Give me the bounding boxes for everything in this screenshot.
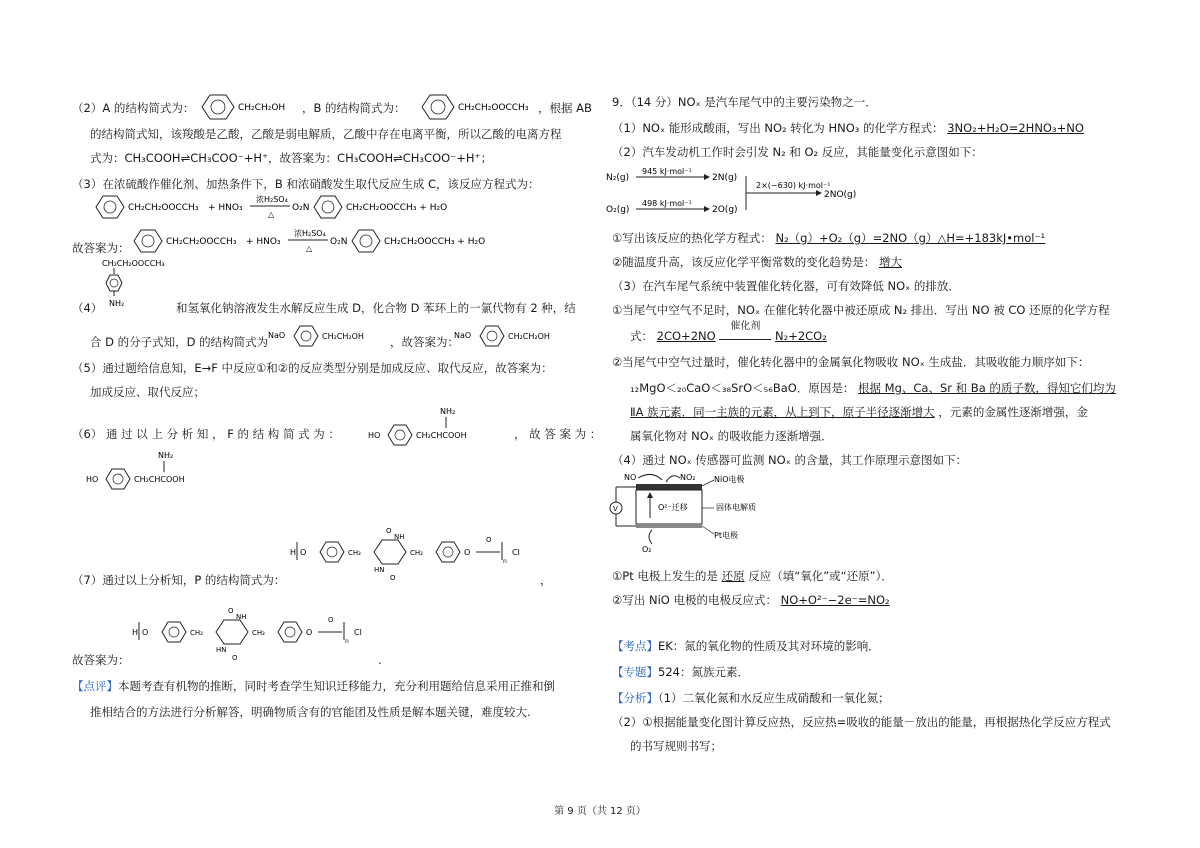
structure-p2-cl: Cl (354, 628, 362, 637)
structure-f1-group: CH₂CHCOOH (416, 431, 467, 440)
structure-c-nh2: NH₂ (109, 299, 125, 308)
reaction-equation-1 (90, 192, 550, 222)
part2-line2: 的结构简式知，该羧酸是乙酸，乙酸是弱电解质，乙酸中存在电离平衡，所以乙酸的电离方程 (90, 127, 562, 141)
structure-c-group: CH₂CH₂OOCCH₃ (102, 259, 165, 268)
rxn2-product: CH₂CH₂OOCCH₃ + H₂O (384, 237, 486, 247)
zhuanti-text: 524：氮族元素． (658, 665, 749, 679)
part4-label: （4） (72, 301, 103, 315)
q9-part3b-cont: ，元素的金属性逐渐增强，金 (938, 405, 1088, 419)
q9-part3b-line3 (630, 404, 1088, 420)
structure-p1-ch2-a: CH₂ (348, 549, 361, 557)
catalyst-arrow (719, 321, 771, 340)
structure-f1-ho: HO (368, 431, 381, 440)
part6-line1: （6） 通 过 以 上 分 析 知 ， F 的 结 构 简 式 为 ： (72, 427, 340, 441)
structure-b (414, 92, 544, 122)
sensor-no: NO (624, 473, 637, 482)
part3-line1: （3）在浓硫酸作催化剂、加热条件下，B 和浓硝酸发生取代反应生成 C，该反应方程式为： (72, 177, 540, 191)
q9-part3a-line1: ①当尾气中空气不足时，NOₓ 在催化转化器中被还原成 N₂ 排出．写出 NO 被 CO 还原的化学方程 (612, 303, 1110, 317)
zhuanti-line (612, 664, 749, 680)
kaodian-tag: 【考点】 (612, 639, 658, 653)
q9-part2b-answer: 增大 (878, 255, 902, 269)
structure-p1-o2: O (464, 548, 471, 557)
part2-line3: 式为：CH₃COOH⇌CH₃COO⁻+H⁺，故答案为：CH₃COOH⇌CH₃COO⁻+H⁺； (90, 151, 493, 165)
q9-part3b-answer2: ⅡA 族元素．同一主族的元素，从上到下，原子半径逐渐增大 (630, 405, 935, 419)
structure-p1-cl: Cl (512, 548, 520, 557)
diagram-2no: 2NO(g) (824, 190, 857, 200)
structure-d-2 (454, 322, 584, 350)
structure-d1-nao: NaO (268, 331, 286, 340)
part5-line1: （5）通过题给信息知，E→F 中反应①和②的反应类型分别是加成反应、取代反应，故答案为： (72, 361, 553, 375)
rxn2-cond-top: 浓H₂SO₄ (294, 229, 326, 238)
fenxi-line2: （2）①根据能量变化图计算反应热，反应热=吸收的能量－放出的能量，再根据热化学反应方程式 (612, 715, 1111, 729)
rxn1-cond-top: 浓H₂SO₄ (256, 195, 288, 204)
structure-p2-ketone-top: O (228, 607, 234, 615)
dianping-line1 (72, 678, 555, 694)
rxn2-o2n: O₂N (330, 237, 348, 247)
diagram-energy-2: 498 kJ·mol⁻¹ (642, 199, 692, 208)
q9-part2: （2）汽车发动机工作时会引发 N₂ 和 O₂ 反应，其能量变化示意图如下： (612, 145, 983, 159)
structure-a-group: CH₂CH₂OH (238, 103, 286, 113)
sensor-voltmeter: V (613, 505, 618, 513)
q9-part3b-line1: ②当尾气中空气过量时，催化转化器中的金属氧化物吸收 NOₓ 生成盐．其吸收能力顺序如下： (612, 355, 1090, 369)
structure-p1-nh: NH (394, 533, 405, 541)
structure-f2-nh2: NH₂ (158, 451, 174, 460)
kaodian-text: EK：氮的氧化物的性质及其对环境的影响． (658, 639, 880, 653)
part6-answer-label: ， 故 答 案 为 ： (514, 427, 602, 441)
structure-a (190, 92, 286, 122)
q9-part4: （4）通过 NOₓ 传感器可监测 NOₓ 的含量，其工作原理示意图如下： (612, 453, 967, 467)
sensor-solid-label: 固体电解质 (716, 503, 756, 512)
diagram-n2: N₂(g) (606, 173, 630, 183)
q9-part3b-order: ₁₂MgO＜₂₀CaO＜₃₈SrO＜₅₆BaO．原因是： (630, 381, 855, 395)
sensor-pt-label: Pt电极 (714, 531, 738, 540)
structure-d2-nao: NaO (454, 331, 472, 340)
structure-f1-nh2: NH₂ (440, 407, 456, 416)
diagram-2o: 2O(g) (712, 205, 738, 215)
part7-comma: ， (540, 573, 552, 587)
dianping-line2: 推相结合的方法进行分析解答，明确物质含有的官能团及性质是解本题关键，难度较大. (90, 705, 531, 719)
q9-part1-text: （1）NOₓ 能形成酸雨，写出 NO₂ 转化为 HNO₃ 的化学方程式： (612, 121, 944, 135)
part4-line1: 和氢氧化钠溶液发生水解反应生成 D，化合物 D 苯环上的一氯代物有 2 种，结 (176, 301, 576, 315)
kaodian-line (612, 638, 880, 654)
q9-part4b-text: ②写出 NiO 电极的电极反应式： (612, 593, 777, 607)
structure-p-2 (132, 600, 392, 662)
part3-answer-label: 故答案为： (72, 241, 130, 255)
page-footer: 第 9 页（共 12 页） (554, 806, 646, 817)
q9-part4b-answer: NO+O²⁻−2e⁻=NO₂ (780, 593, 890, 607)
rxn1-o2n: O₂N (292, 203, 310, 213)
structure-d1-group: CH₂CH₂OH (322, 332, 364, 341)
q9-part3b-line2 (630, 380, 1116, 396)
q9-part2b-text: ②随温度升高，该反应化学平衡常数的变化趋势是： (612, 255, 876, 269)
structure-b-group: CH₂CH₂OOCCH₃ (458, 103, 529, 113)
diagram-energy-3: 2×(−630) kJ·mol⁻¹ (756, 181, 831, 190)
structure-f2-ho: HO (86, 475, 99, 484)
q9-part3a-answer-left: 2CO+2NO (656, 329, 716, 343)
q9-part3: （3）在汽车尾气系统中装置催化转化器，可有效降低 NOₓ 的排放． (612, 279, 960, 293)
q9-part4a-answer: 还原 (721, 569, 745, 583)
q9-part1 (612, 120, 1084, 136)
part4-answer-label: ，故答案为： (390, 335, 459, 349)
structure-p2-carbonyl-o: O (328, 616, 334, 624)
sensor-o2: O₂ (642, 545, 652, 554)
structure-p1-ch2-b: CH₂ (410, 549, 423, 557)
part2-label: （2）A 的结构简式为： (72, 101, 195, 115)
q9-part2a-text: ①写出该反应的热化学方程式： (612, 231, 772, 245)
sensor-diagram (606, 470, 806, 554)
rxn1-hno3: + HNO₃ (208, 203, 243, 213)
part2-c-label: ，根据 AB (538, 101, 592, 115)
structure-d2-group: CH₂CH₂OH (508, 332, 550, 341)
fenxi-tag: 【分析】 (612, 691, 658, 705)
q9-part3b-line4: 属氧化物对 NOₓ 的吸收能力逐渐增强． (630, 429, 833, 443)
q9-part2b (612, 254, 902, 270)
q9-part3a-label: 式： (630, 329, 653, 343)
q9-part3b-answer1: 根据 Mg、Ca、Sr 和 Ba 的质子数，得知它们均为 (858, 381, 1116, 395)
sensor-o2-migration: O²⁻迁移 (658, 503, 688, 512)
structure-p2-h: H (132, 628, 139, 637)
q9-part4a (612, 568, 893, 584)
dianping-text: 本题考查有机物的推断，同时考查学生知识迁移能力，充分利用题给信息采用正推和倒 (118, 679, 555, 693)
structure-p1-carbonyl-o: O (486, 536, 492, 544)
fenxi-line1 (612, 690, 890, 706)
q9-part4b (612, 592, 890, 608)
structure-p1-h: H (290, 548, 297, 557)
structure-p1-hn: HN (374, 566, 385, 574)
q9-title: 9．（14 分）NOₓ 是汽车尾气中的主要污染物之一． (612, 95, 877, 109)
rxn1-product: CH₂CH₂OOCCH₃ + H₂O (346, 203, 448, 213)
diagram-energy-1: 945 kJ·mol⁻¹ (642, 167, 692, 176)
structure-p2-ketone-bot: O (232, 654, 238, 662)
structure-p1-ketone-top: O (386, 527, 392, 535)
structure-p2-ch2-b: CH₂ (252, 629, 265, 637)
structure-p1-o: O (300, 548, 307, 557)
structure-f-2 (86, 446, 236, 492)
part4-line2: 合 D 的分子式知，D 的结构简式为 (90, 335, 269, 349)
structure-p1-n: n (503, 558, 507, 565)
diagram-o2: O₂(g) (606, 205, 630, 215)
part7-period: . (378, 653, 382, 667)
q9-part4a-text: ①Pt 电极上发生的是 (612, 569, 718, 583)
structure-p2-o2: O (306, 628, 313, 637)
part5-line2: 加成反应、取代反应； (90, 385, 205, 399)
diagram-2n: 2N(g) (712, 173, 738, 183)
reaction-equation-2 (128, 226, 588, 256)
fenxi-text1: （1）二氧化氮和水反应生成硝酸和一氧化氮； (658, 691, 890, 705)
catalyst-line (719, 339, 771, 340)
rxn2-hno3: + HNO₃ (246, 237, 281, 247)
sensor-no2: NO₂ (680, 473, 696, 482)
structure-p2-n: n (345, 638, 349, 645)
catalyst-label: 催化剂 (730, 321, 761, 332)
part2-b-label: ，B 的结构简式为： (302, 101, 406, 115)
dianping-tag: 【点评】 (72, 679, 118, 693)
part7-line1: （7）通过以上分析知，P 的结构简式为： (72, 573, 286, 587)
part2-line1 (72, 100, 194, 116)
structure-f2-group: CH₂CHCOOH (134, 475, 185, 484)
structure-p-1 (290, 520, 550, 582)
rxn2-cond-bot: △ (306, 244, 313, 253)
rxn1-reactant: CH₂CH₂OOCCH₃ (128, 203, 199, 213)
q9-part1-answer: 3NO₂+H₂O=2HNO₃+NO (947, 121, 1084, 135)
structure-p2-hn: HN (216, 646, 227, 654)
rxn1-cond-bot: △ (268, 210, 275, 219)
zhuanti-tag: 【专题】 (612, 665, 658, 679)
structure-p2-nh: NH (236, 613, 247, 621)
sensor-nio-label: NiO电极 (714, 475, 745, 484)
q9-part2a (612, 230, 1045, 246)
rxn2-reactant: CH₂CH₂OOCCH₃ (166, 237, 237, 247)
energy-diagram (606, 164, 906, 220)
structure-f-1 (368, 402, 508, 448)
q9-part3a-line2 (630, 321, 827, 344)
q9-part4a-cont: 反应（填“氧化”或“还原”）． (748, 569, 893, 583)
q9-part2a-answer: N₂（g）+O₂（g）=2NO（g）△H=+183kJ•mol⁻¹ (775, 231, 1046, 245)
structure-d-1 (268, 322, 398, 350)
part7-answer-label: 故答案为： (72, 653, 130, 667)
structure-p2-o: O (142, 628, 149, 637)
structure-p2-ch2-a: CH₂ (190, 629, 203, 637)
q9-part3a-answer-right: N₂+2CO₂ (774, 329, 827, 343)
structure-p1-ketone-bot: O (390, 574, 396, 582)
fenxi-line3: 的书写规则书写； (630, 739, 722, 753)
